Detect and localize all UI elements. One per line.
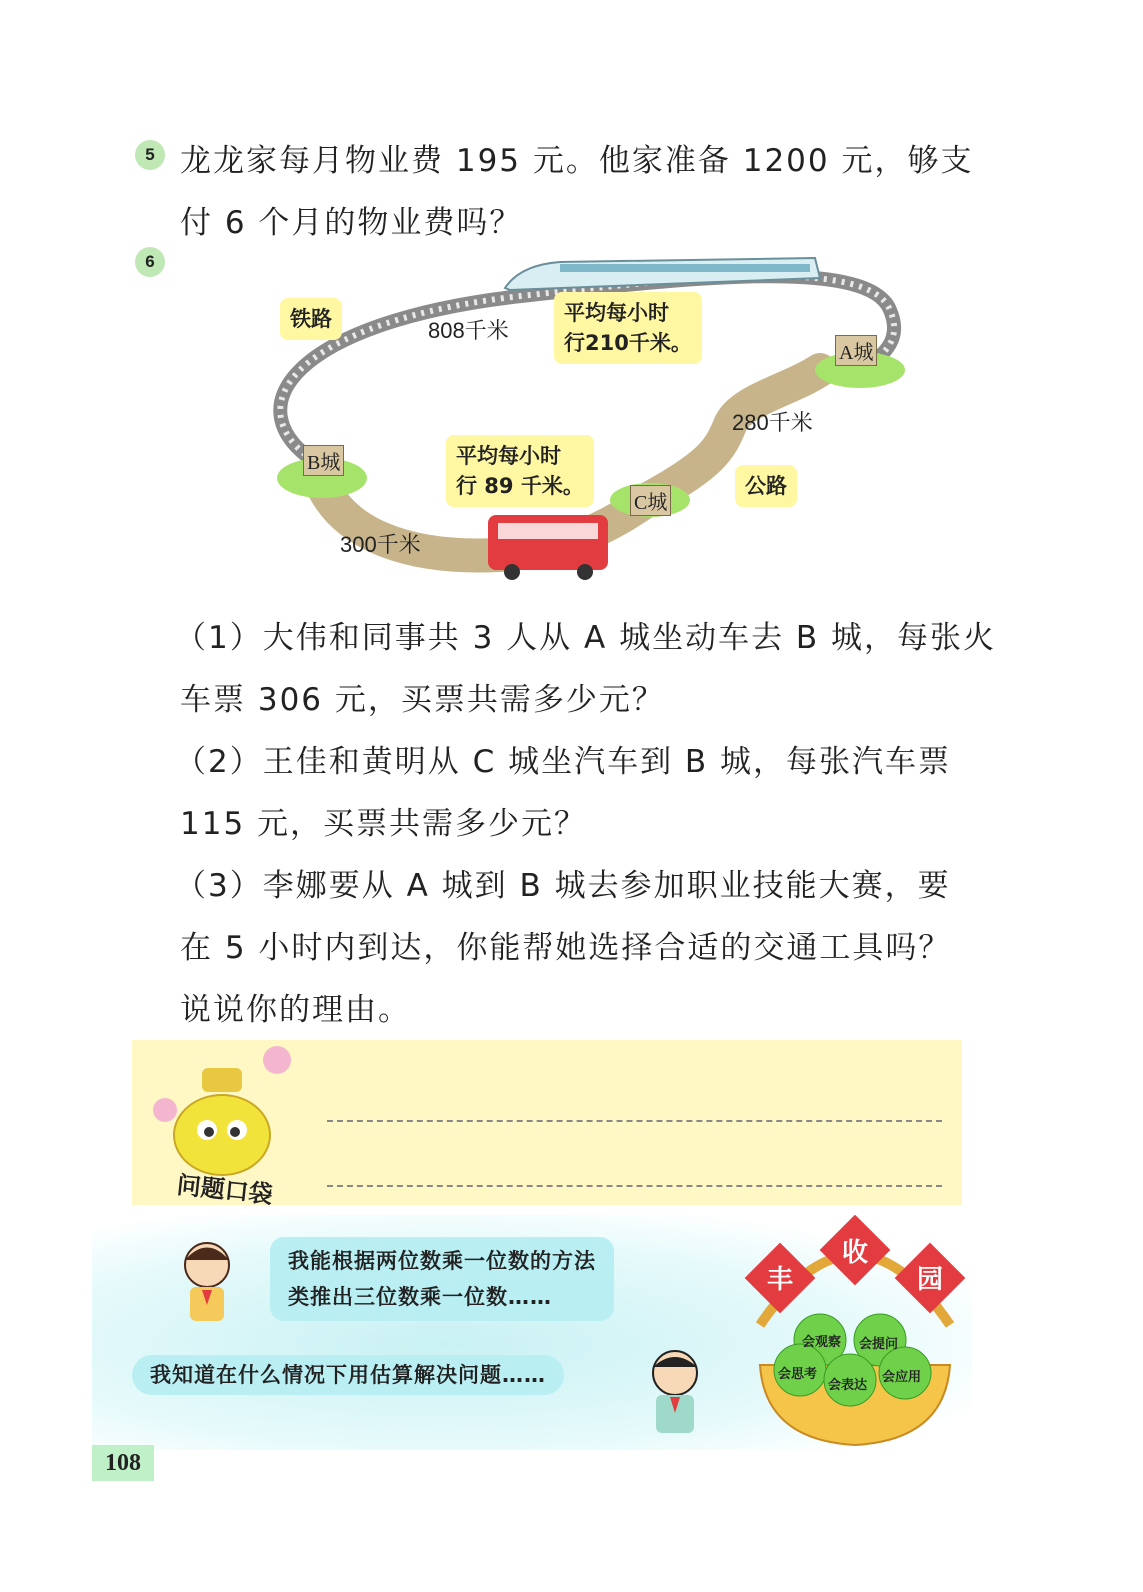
girl-icon bbox=[172, 1235, 242, 1325]
boy-speech-bubble: 我知道在什么情况下用估算解决问题…… bbox=[132, 1355, 564, 1395]
answer-line-2[interactable] bbox=[327, 1185, 942, 1187]
banner-char-2: 收 bbox=[842, 1238, 869, 1268]
c-to-b-distance: 300千米 bbox=[340, 532, 421, 557]
banner-char-3: 园 bbox=[917, 1265, 944, 1295]
apple-apply: 会应用 bbox=[882, 1370, 922, 1385]
question-3-line-2: 在 5 小时内到达，你能帮她选择合适的交通工具吗？ bbox=[180, 930, 952, 966]
route-map bbox=[230, 250, 950, 590]
girl-speech-bubble: 我能根据两位数乘一位数的方法 类推出三位数乘一位数…… bbox=[270, 1237, 614, 1321]
answer-line-1[interactable] bbox=[327, 1120, 942, 1122]
question-pocket bbox=[132, 1040, 962, 1209]
question-1-line-1: （1）大伟和同事共 3 人从 A 城坐动车去 B 城，每张火 bbox=[175, 620, 997, 656]
banner-char-1: 丰 bbox=[767, 1265, 794, 1295]
problem-5-number: 5 bbox=[135, 140, 165, 170]
apple-express: 会表达 bbox=[828, 1378, 868, 1393]
problem-6-number: 6 bbox=[135, 247, 165, 277]
apple-observe: 会观察 bbox=[802, 1335, 842, 1350]
road-label: 公路 bbox=[735, 465, 797, 507]
railway-label: 铁路 bbox=[280, 298, 342, 340]
bus-speed-label: 平均每小时 行 89 千米。 bbox=[446, 435, 594, 507]
question-1-line-2: 车票 306 元，买票共需多少元？ bbox=[180, 682, 665, 718]
city-b-sign: B城 bbox=[303, 445, 344, 476]
problem-5-line-1: 龙龙家每月物业费 195 元。他家准备 1200 元，够支 bbox=[180, 143, 974, 179]
problem-5-line-2: 付 6 个月的物业费吗？ bbox=[180, 205, 523, 241]
train-speed-label: 平均每小时 行210千米。 bbox=[554, 292, 702, 364]
bus-icon bbox=[488, 515, 608, 580]
question-2-line-1: （2）王佳和黄明从 C 城坐汽车到 B 城，每张汽车票 bbox=[175, 744, 952, 780]
question-2-line-2: 115 元，买票共需多少元？ bbox=[180, 806, 588, 842]
page-number: 108 bbox=[92, 1445, 154, 1481]
question-3-line-1: （3）李娜要从 A 城到 B 城去参加职业技能大赛，要 bbox=[175, 868, 951, 904]
boy-icon bbox=[640, 1345, 710, 1435]
question-3-line-3: 说说你的理由。 bbox=[180, 992, 411, 1028]
rail-distance: 808千米 bbox=[428, 318, 509, 343]
apple-ask: 会提问 bbox=[859, 1337, 899, 1352]
a-to-c-distance: 280千米 bbox=[732, 410, 813, 435]
apple-think: 会思考 bbox=[778, 1367, 818, 1382]
harvest-section bbox=[92, 1215, 972, 1450]
pocket-mascot-icon bbox=[147, 1040, 297, 1180]
city-c-sign: C城 bbox=[630, 485, 671, 516]
pocket-title: 问题口袋 bbox=[175, 1171, 274, 1209]
city-a-sign: A城 bbox=[835, 335, 877, 366]
